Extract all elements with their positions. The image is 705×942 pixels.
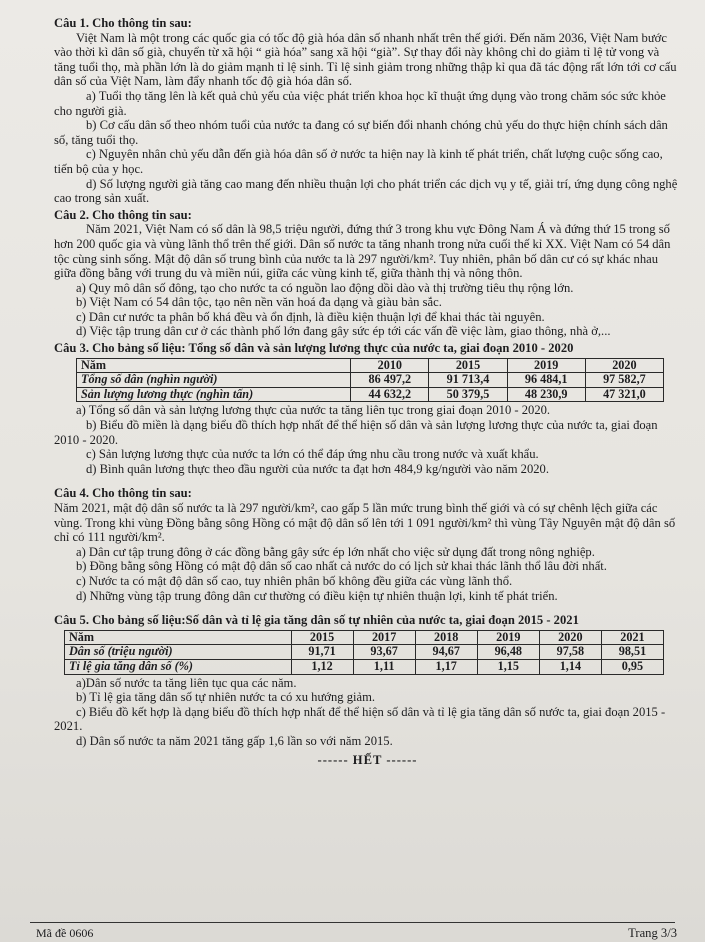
table-row-label: Sản lượng lương thực (nghìn tấn) [77,387,351,402]
question-5-option-a: a)Dân số nước ta tăng liên tục qua các năm. [76,675,297,690]
table-header-cell: 2015 [429,358,507,373]
question-1-intro: Việt Nam là một trong các quốc gia có tốc độ già hóa dân số nhanh nhất trên thế giới. Đến năm 2036, Việt Nam bước vào thời kì dân số già, chuyển từ xã hội “ già hóa” sang xã hội “già”. Sự thay đổi này không chỉ do giảm tỉ lệ tử vong và tăng tuổi thọ, mà phần lớn là do giảm mạnh tỉ lệ sinh. Tỉ lệ sinh giảm trong những thập kỉ qua đã tác động rất lớn tới cơ cấu dân số của Việt Nam, làm đẩy nhanh tốc độ già hóa dân số. [54,30,677,89]
question-3-option-d: d) Bình quân lương thực theo đầu người của nước ta đạt hơn 484,9 kg/người vào năm 2020. [86,461,550,476]
question-5 [54,613,681,748]
question-3-option-c: c) Sản lượng lương thực của nước ta lớn có thể đáp ứng nhu cầu trong nước và xuất khẩu. [86,447,539,462]
question-4-title: Câu 4. Cho thông tin sau: [54,486,192,501]
table-cell: 98,51 [601,645,663,660]
question-2-option-c: c) Dân cư nước ta phân bố khá đều và ổn định, là điều kiện thuận lợi để khai thác tài nguyên. [76,309,545,324]
table-row-label: Tổng số dân (nghìn người) [77,373,351,388]
table-header-cell: 2017 [353,630,415,645]
question-5-option-c: c) Biểu đồ kết hợp là dạng biểu đồ thích hợp nhất để thể hiện số dân và tỉ lệ gia tăng dân số nước ta, giai đoạn 2015 - 2021. [54,704,666,734]
question-3-table [76,358,664,403]
question-1-option-c: c) Nguyên nhân chủ yếu dẫn đến già hóa dân số ở nước ta hiện nay là kinh tế phát triển, chất lượng cuộc sống cao, tiến bộ của y học. [54,147,663,176]
question-2 [54,208,681,339]
table-cell: 44 632,2 [351,387,429,402]
table-cell: 96,48 [477,645,539,660]
table-cell: 91 713,4 [429,373,507,388]
table-row [77,387,664,402]
question-3-option-b: b) Biểu đồ miền là dạng biểu đồ thích hợp nhất để thể hiện số dân và sản lượng lương thực của nước ta, giai đoạn 2010 - 2020. [54,418,658,447]
table-cell: 48 230,9 [507,387,585,402]
question-4-option-c: c) Nước ta có mật độ dân số cao, tuy nhiên phân bố không đều giữa các vùng lãnh thổ. [76,573,513,588]
question-4 [54,486,681,603]
table-cell: 1,14 [539,659,601,674]
table-row-label: Tỉ lệ gia tăng dân số (%) [65,659,292,674]
table-header-cell: Năm [65,630,292,645]
question-3 [54,341,681,476]
table-header-cell: 2015 [291,630,353,645]
table-cell: 50 379,5 [429,387,507,402]
table-cell: 97 582,7 [585,373,663,388]
table-header-cell: 2010 [351,358,429,373]
table-cell: 94,67 [415,645,477,660]
table-row-label: Dân số (triệu người) [65,645,292,660]
table-header-cell: 2019 [477,630,539,645]
question-4-option-d: d) Những vùng tập trung đông dân cư thường có điều kiện tự nhiên thuận lợi, kinh tế phát triển. [76,588,558,603]
question-2-option-a: a) Quy mô dân số đông, tạo cho nước ta có nguồn lao động dồi dào và thị trường tiêu thụ rộng lớn. [76,280,574,295]
table-header-cell: 2019 [507,358,585,373]
table-cell: 1,15 [477,659,539,674]
question-3-title: Câu 3. Cho bảng số liệu: Tổng số dân và sản lượng lương thực của nước ta, giai đoạn 2010 - 2020 [54,341,574,356]
table-header-cell: 2020 [585,358,663,373]
table-header-row [65,630,664,645]
table-row [77,373,664,388]
table-cell: 97,58 [539,645,601,660]
table-header-row [77,358,664,373]
exam-code: Mã đề 0606 [36,926,94,940]
question-2-option-d: d) Việc tập trung dân cư ở các thành phố lớn đang gây sức ép tới các vấn đề việc làm, giao thông, nhà ở,... [76,324,611,339]
table-cell: 86 497,2 [351,373,429,388]
question-5-option-b: b) Tỉ lệ gia tăng dân số tự nhiên nước ta có xu hướng giảm. [76,690,376,705]
table-cell: 1,11 [353,659,415,674]
question-5-title: Câu 5. Cho bảng số liệu:Số dân và tỉ lệ gia tăng dân số tự nhiên của nước ta, giai đoạn 2015 - 2021 [54,613,579,628]
question-1-option-d: d) Số lượng người già tăng cao mang đến nhiều thuận lợi cho phát triển các dịch vụ y tế, giải trí, ứng dụng công nghệ cao trong sản xuất. [54,176,678,206]
table-row [65,645,664,660]
table-cell: 47 321,0 [585,387,663,402]
table-cell: 96 484,1 [507,373,585,388]
question-5-table [64,630,664,675]
table-cell: 1,12 [291,659,353,674]
question-2-title: Câu 2. Cho thông tin sau: [54,207,192,222]
table-cell: 0,95 [601,659,663,674]
table-header-cell: 2018 [415,630,477,645]
question-4-intro: Năm 2021, mật độ dân số nước ta là 297 người/km², cao gấp 5 lần mức trung bình thế giới và có sự chênh lệch giữa các vùng. Trong khi vùng Đồng bằng sông Hồng có mật độ dân số lên tới 1 091 người/km² thì vùng Tây Nguyên mật độ dân số chỉ có 111 người/km². [54,501,676,545]
page-number: Trang 3/3 [628,926,677,940]
end-mark: ------ HẾT ------ [317,752,418,767]
question-4-option-a: a) Dân cư tập trung đông ở các đồng bằng gây sức ép lớn nhất cho việc sử dụng đất trong nông nghiệp. [76,544,595,559]
question-2-intro: Năm 2021, Việt Nam có số dân là 98,5 triệu người, đứng thứ 3 trong khu vực Đông Nam Á và đứng thứ 15 trong số hơn 200 quốc gia và vùng lãnh thổ trên thế giới. Dân số nước ta tăng nhanh trong nửa cuối thế kỉ XX. Việt Nam có 54 dân tộc cùng sinh sống. Mật độ dân số trung bình của nước ta là 297 người/km². Tuy nhiên, phân bố dân cư có sự khác nhau giữa đồng bằng với trung du và miền núi, giữa các vùng kinh tế, giữa thành thị và nông thôn. [54,222,671,281]
table-cell: 91,71 [291,645,353,660]
question-5-option-d: d) Dân số nước ta năm 2021 tăng gấp 1,6 lần so với năm 2015. [76,733,393,748]
question-1 [54,16,681,206]
footer-divider [30,922,675,923]
question-3-option-a: a) Tổng số dân và sản lượng lương thực của nước ta tăng liên tục trong giai đoạn 2010 - 2020. [76,403,551,418]
table-header-cell: Năm [77,358,351,373]
table-row [65,659,664,674]
question-4-option-b: b) Đồng bằng sông Hồng có mật độ dân số cao nhất cả nước do có lịch sử khai thác lãnh thổ lâu đời nhất. [76,559,607,574]
question-1-option-b: b) Cơ cấu dân số theo nhóm tuổi của nước ta đang có sự biến đổi nhanh chóng chủ yếu do thực hiện chính sách dân số, tăng tuổi thọ. [54,118,668,147]
question-1-title: Câu 1. Cho thông tin sau: [54,16,192,30]
table-cell: 93,67 [353,645,415,660]
question-1-option-a: a) Tuổi thọ tăng lên là kết quả chủ yếu của việc phát triển khoa học kĩ thuật ứng dụng vào trong chăm sóc sức khỏe cho người già. [54,88,666,118]
table-header-cell: 2021 [601,630,663,645]
table-cell: 1,17 [415,659,477,674]
table-header-cell: 2020 [539,630,601,645]
question-2-option-b: b) Việt Nam có 54 dân tộc, tạo nên nền văn hoá đa dạng và giàu bản sắc. [76,295,442,310]
